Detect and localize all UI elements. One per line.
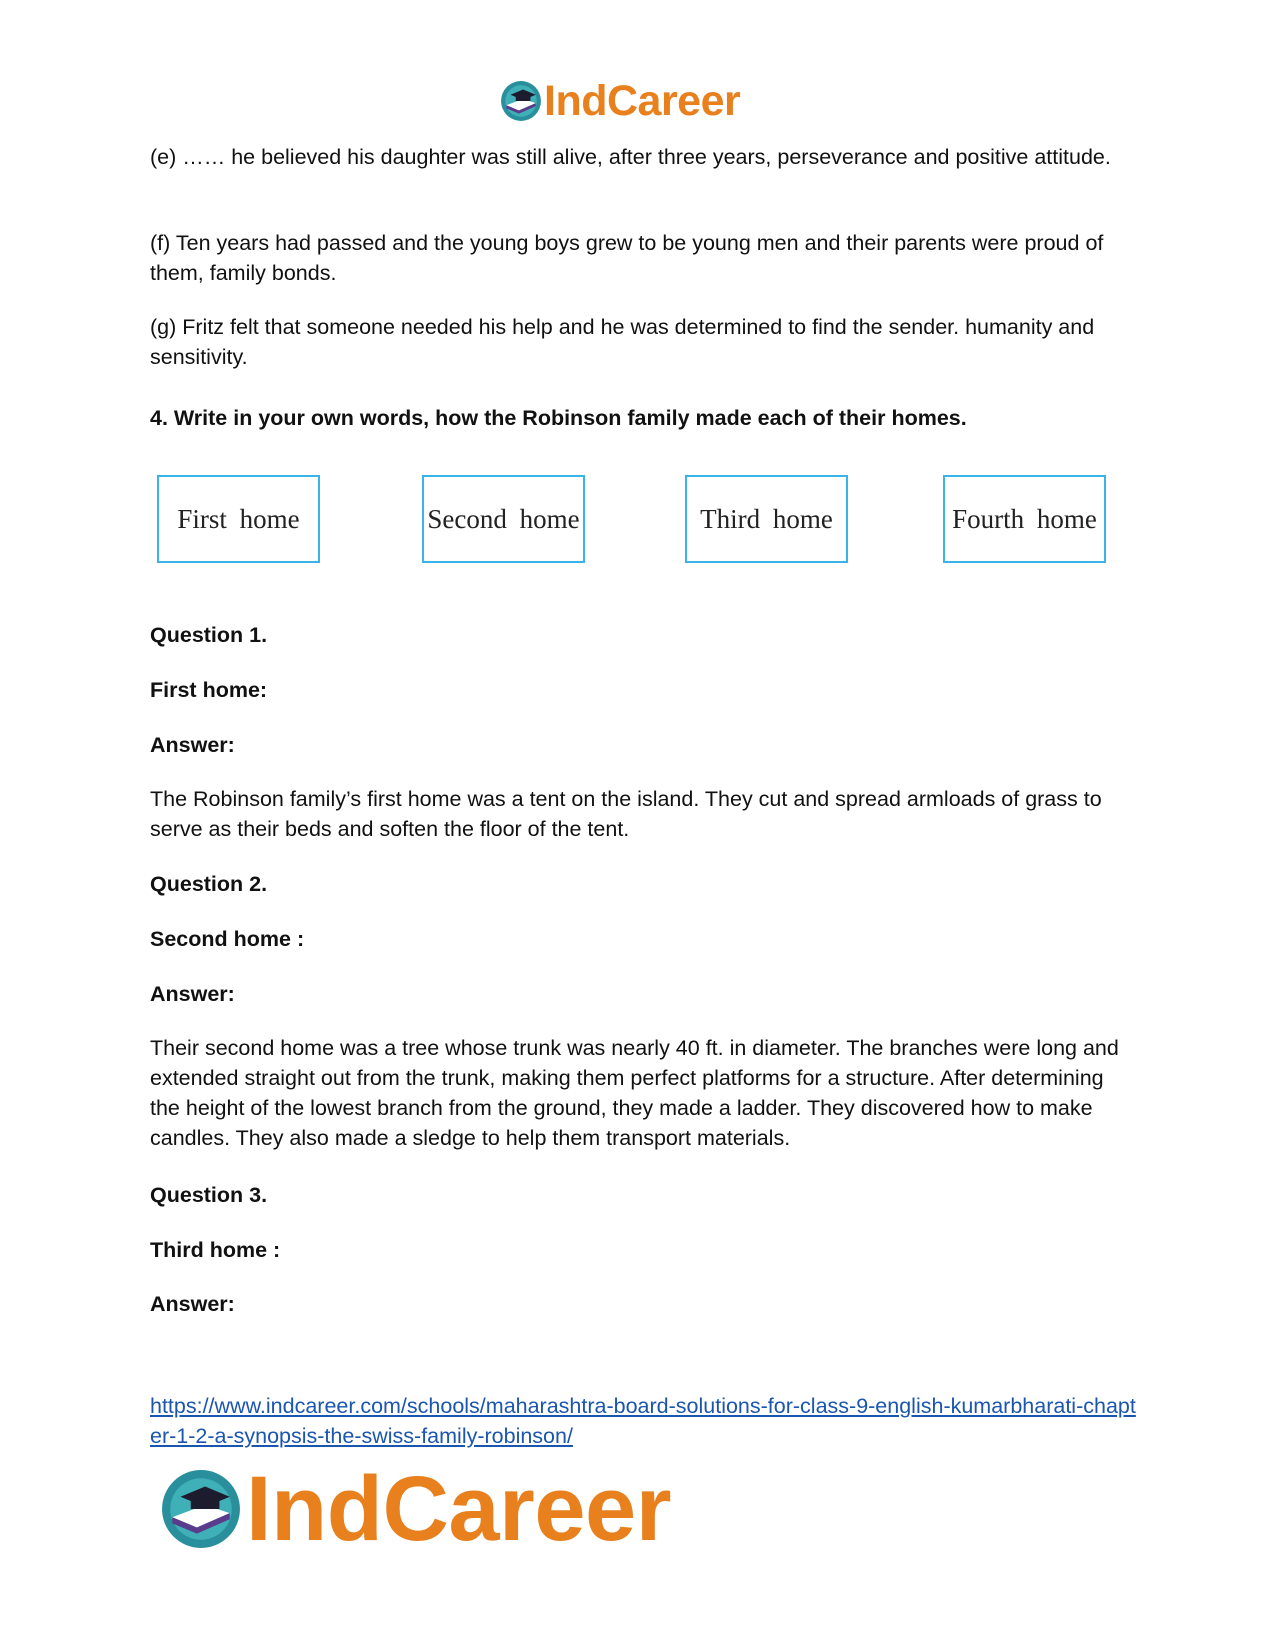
paragraph-f: (f) Ten years had passed and the young boys grew to be young men and their parents were proud of them, family bonds. bbox=[150, 231, 1104, 285]
answer-3-label: Answer: bbox=[150, 1292, 235, 1316]
answer-2-label: Answer: bbox=[150, 982, 235, 1006]
question-4-heading: 4. Write in your own words, how the Robinson family made each of their homes. bbox=[150, 406, 967, 430]
logo-text: IndCareer bbox=[246, 1458, 671, 1560]
question-3-label: Question 3. bbox=[150, 1183, 268, 1207]
question-3-title: Third home : bbox=[150, 1238, 281, 1262]
home-box-fourth: Fourth home bbox=[943, 475, 1106, 563]
graduation-cap-book-icon bbox=[500, 80, 542, 122]
answer-1-label: Answer: bbox=[150, 733, 235, 757]
logo-text: IndCareer bbox=[544, 77, 741, 125]
question-1-label: Question 1. bbox=[150, 623, 268, 647]
answer-2-text: Their second home was a tree whose trunk was nearly 40 ft. in diameter. The branches were long and extended straight out from the trunk, making them perfect platforms for a structure. After determining the height of the lowest branch from the ground, they made a ladder. They discovered how to make candles. They also made a sledge to help them transport materials. bbox=[150, 1036, 1119, 1150]
home-box-second: Second home bbox=[422, 475, 585, 563]
home-box-first: First home bbox=[157, 475, 320, 563]
header-logo bbox=[500, 78, 740, 124]
footer-logo bbox=[160, 1458, 671, 1560]
paragraph-g: (g) Fritz felt that someone needed his help and he was determined to find the sender. humanity and sensitivity. bbox=[150, 315, 1095, 369]
question-1-title: First home: bbox=[150, 678, 268, 702]
source-link[interactable]: https://www.indcareer.com/schools/maharashtra-board-solutions-for-class-9-english-kumarbharati-chapter-1-2-a-synopsis-the-swiss-family-robinson/ bbox=[150, 1394, 1136, 1448]
question-2-label: Question 2. bbox=[150, 872, 268, 896]
answer-1-text: The Robinson family’s first home was a tent on the island. They cut and spread armloads of grass to serve as their beds and soften the floor of the tent. bbox=[150, 787, 1102, 841]
paragraph-e: (e) …… he believed his daughter was still alive, after three years, perseverance and positive attitude. bbox=[150, 145, 1111, 169]
graduation-cap-book-icon bbox=[160, 1468, 242, 1550]
home-box-third: Third home bbox=[685, 475, 848, 563]
question-2-title: Second home : bbox=[150, 927, 305, 951]
